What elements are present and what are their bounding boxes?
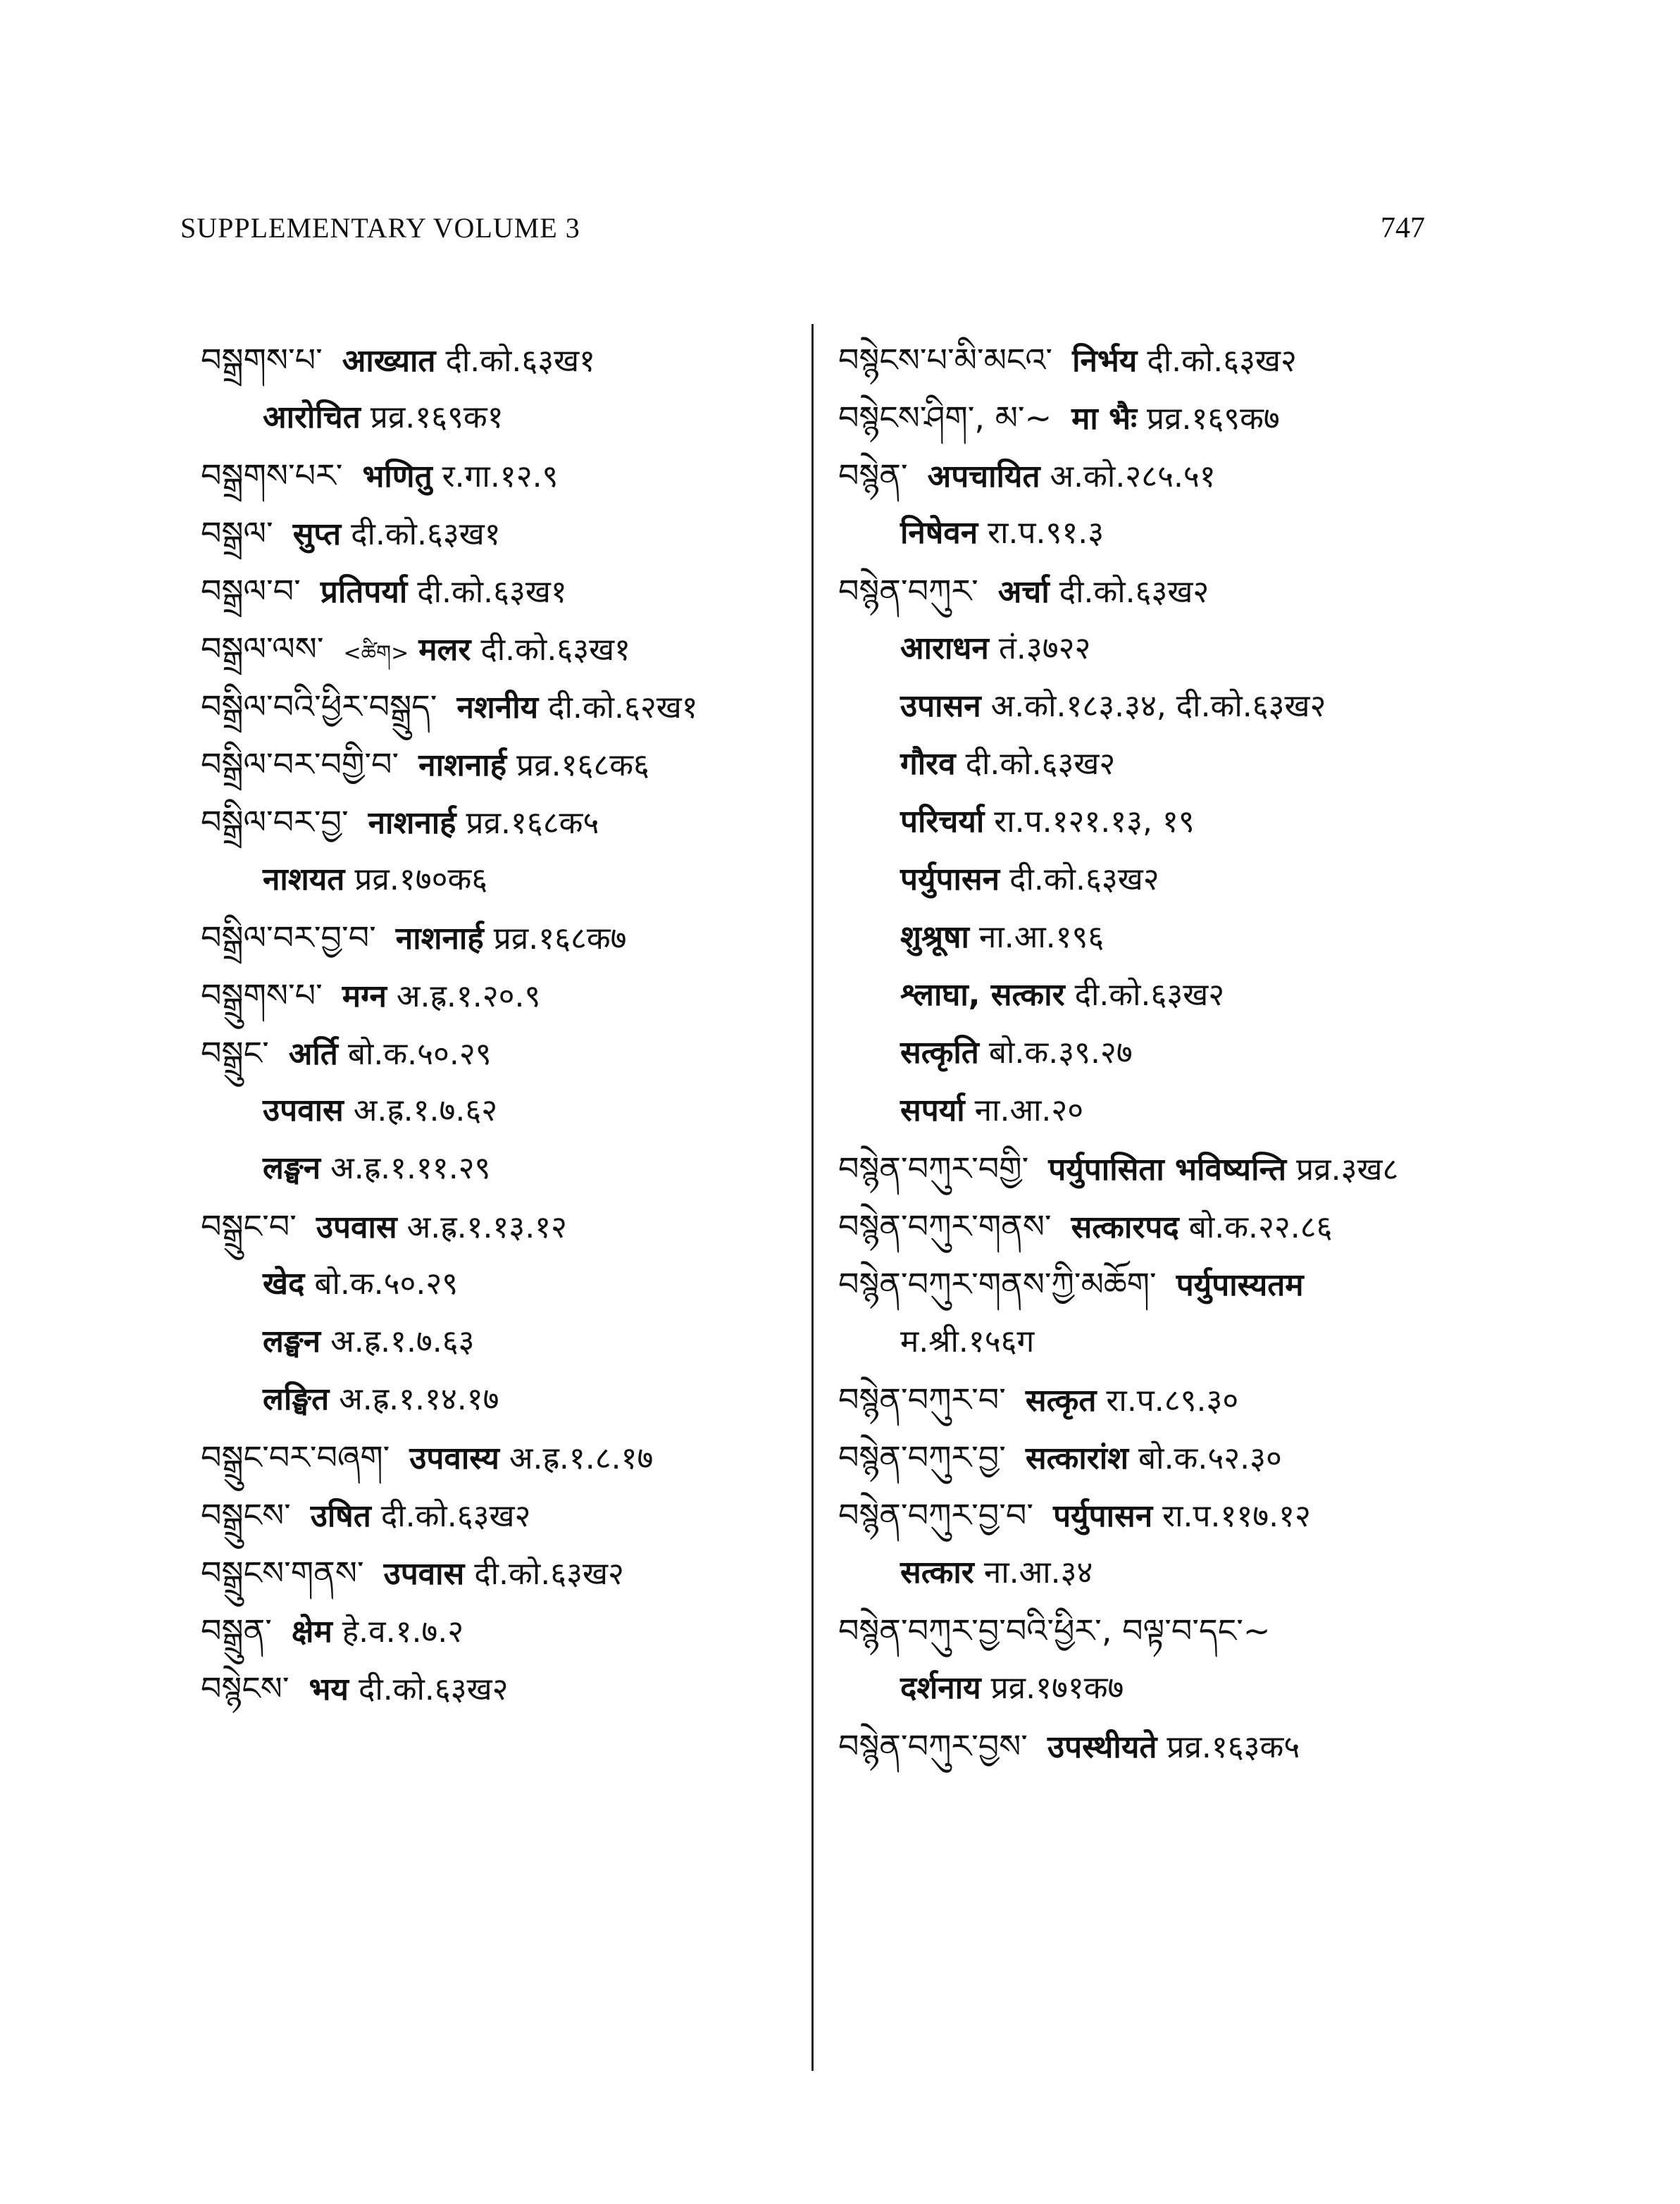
source-reference: रा.प.९१.३ <box>988 515 1105 551</box>
source-reference: तं.३७२२ <box>998 630 1091 666</box>
sanskrit-term: भय <box>309 1671 349 1707</box>
dictionary-entry <box>838 562 1627 620</box>
sub-entry <box>838 1660 1627 1717</box>
tibetan-headword: བསྙེངས་ཤིག་, མ་~ <box>838 399 1052 437</box>
dictionary-entry <box>838 1717 1627 1775</box>
dictionary-entry <box>201 1197 799 1255</box>
sanskrit-term: पर्युपासिता भविष्यन्ति <box>1048 1152 1287 1188</box>
sanskrit-term: उपवास <box>263 1092 344 1128</box>
source-reference: ना.आ.३४ <box>983 1555 1093 1590</box>
sub-entry <box>838 1024 1627 1082</box>
dictionary-entry <box>201 562 799 620</box>
sanskrit-term: नशनीय <box>456 690 539 726</box>
dictionary-entry <box>201 1544 799 1602</box>
source-reference: रा.प.१२१.१३, १९ <box>994 804 1195 840</box>
source-reference: अ.ह्र.१.७.६३ <box>330 1324 475 1359</box>
tibetan-headword: བསྙེན་བཀུར་བྱས་ <box>838 1727 1028 1765</box>
source-reference: रा.प.११७.१२ <box>1162 1498 1311 1534</box>
sub-entry <box>201 1371 799 1428</box>
source-reference: दी.को.६३ख१ <box>480 632 630 668</box>
tibetan-headword: བསྙེངས་ <box>201 1669 290 1707</box>
right-column <box>838 331 1627 1775</box>
sanskrit-term: उपवास्य <box>409 1440 499 1476</box>
dictionary-entry <box>201 620 799 678</box>
tibetan-headword: བསྙེན་ <box>838 456 908 494</box>
tibetan-headword: བསྙེངས་པ་མི་མངའ་ <box>838 341 1053 379</box>
dictionary-entry <box>201 1428 799 1486</box>
tibetan-headword: བསྒྲིལ་བར་བྱ་ <box>201 803 349 841</box>
sanskrit-term: पर्युपास्यतम <box>1176 1267 1304 1303</box>
sanskrit-term: पर्युपासन <box>900 861 1000 897</box>
source-reference: म.श्री.१५६ग <box>900 1324 1035 1359</box>
sub-entry <box>838 504 1627 562</box>
dictionary-entry <box>201 909 799 966</box>
tibetan-headword: བསྙེན་བཀུར་བྱ་ <box>838 1438 1006 1476</box>
column-divider <box>811 324 814 2071</box>
dictionary-entry <box>201 1024 799 1082</box>
sanskrit-term: मा भैः <box>1071 401 1137 437</box>
dictionary-entry <box>838 1602 1627 1660</box>
sanskrit-term: पर्युपासन <box>1053 1498 1153 1534</box>
source-reference: दी.को.६३ख२ <box>380 1498 531 1534</box>
sanskrit-term: लङ्घित <box>263 1381 330 1417</box>
sub-entry <box>838 620 1627 678</box>
dictionary-entry <box>838 389 1627 447</box>
sub-entry <box>838 1082 1627 1140</box>
sanskrit-term: सत्कृति <box>900 1035 979 1071</box>
sanskrit-term: सत्कृत <box>1025 1383 1097 1419</box>
source-reference: अ.को.१८३.३४, दी.को.६३ख२ <box>990 688 1326 724</box>
sanskrit-term: उषित <box>310 1498 371 1534</box>
sanskrit-term: सत्कार <box>900 1555 974 1590</box>
source-reference: हे.व.१.७.२ <box>342 1614 464 1650</box>
dictionary-entry <box>838 1486 1627 1544</box>
sub-entry <box>201 1140 799 1197</box>
tibetan-headword: བསྒྲུངས་གནས་ <box>201 1554 364 1592</box>
tibetan-headword: བསྒྲིལ་བར་བགྱི་བ་ <box>201 745 399 783</box>
source-reference: अ.ह्र.१.७.६२ <box>353 1092 498 1128</box>
tibetan-headword: བསྒྲལ་བ་ <box>201 572 301 610</box>
source-reference: अ.ह्र.१.१३.१२ <box>406 1209 567 1245</box>
dictionary-entry <box>201 793 799 851</box>
sanskrit-term: परिचर्या <box>900 804 985 840</box>
dictionary-entry <box>201 1660 799 1717</box>
sanskrit-term: उपवास <box>383 1556 465 1592</box>
tibetan-headword: བསྒྲིལ་བར་བྱ་བ་ <box>201 919 376 957</box>
sanskrit-term: मग्न <box>342 978 387 1014</box>
dictionary-entry <box>838 1428 1627 1486</box>
dictionary-entry <box>838 1197 1627 1255</box>
sanskrit-term: सत्कारपद <box>1071 1209 1179 1245</box>
tibetan-headword: བསྒྲུགས་པ་ <box>201 976 323 1014</box>
sub-entry <box>201 851 799 909</box>
sanskrit-term: मलर <box>418 632 471 668</box>
dictionary-entry <box>838 331 1627 389</box>
source-reference: अ.ह्र.१.१४.१७ <box>339 1381 499 1417</box>
sanskrit-term: सपर्या <box>900 1092 965 1128</box>
sub-entry <box>838 909 1627 966</box>
sanskrit-term: आख्यात <box>342 343 436 379</box>
source-reference: प्रव्र.१६९क१ <box>370 399 504 435</box>
source-reference: रा.प.८९.३० <box>1106 1383 1239 1419</box>
tibetan-headword: བསྙེན་བཀུར་བ་ <box>838 1381 1006 1419</box>
dictionary-entry <box>201 1486 799 1544</box>
source-reference: अ.ह्र.१.८.१७ <box>509 1440 654 1476</box>
source-reference: दी.को.६३ख१ <box>445 343 596 379</box>
source-reference: दी.को.६३ख२ <box>965 746 1116 782</box>
dictionary-entry <box>838 1255 1627 1313</box>
source-reference: दी.को.६३ख२ <box>1009 861 1159 897</box>
dictionary-entry <box>201 966 799 1024</box>
sanskrit-term: भणितु <box>362 459 433 494</box>
dictionary-entry <box>201 504 799 562</box>
source-reference: ना.आ.२० <box>974 1092 1084 1128</box>
sanskrit-term: नाशनार्ह <box>395 921 484 957</box>
sanskrit-term: आरोचित <box>263 399 361 435</box>
sanskrit-term: उपवास <box>316 1209 397 1245</box>
source-reference: र.गा.१२.९ <box>442 459 559 494</box>
sanskrit-term: नाशयत <box>263 861 345 897</box>
sanskrit-term: दर्शनाय <box>900 1670 981 1706</box>
page-number: 747 <box>1381 212 1425 244</box>
tibetan-headword: བསྒྲུངས་ <box>201 1496 291 1534</box>
dictionary-entry <box>838 1371 1627 1428</box>
tibetan-headword: བསྙེན་བཀུར་གནས་ <box>838 1207 1052 1245</box>
dictionary-entry <box>201 447 799 504</box>
dictionary-entry <box>201 678 799 735</box>
sub-entry <box>838 966 1627 1024</box>
source-reference: बो.क.२२.८६ <box>1188 1209 1333 1245</box>
source-reference: बो.क.३९.२७ <box>988 1035 1133 1071</box>
sanskrit-term: क्षेम <box>291 1614 332 1650</box>
sub-entry <box>838 1313 1627 1371</box>
sub-entry <box>201 389 799 447</box>
sanskrit-term: नाशनार्ह <box>368 805 456 841</box>
sanskrit-term: निर्भय <box>1072 343 1138 379</box>
source-reference: प्रव्र.१६८क५ <box>466 805 599 841</box>
source-reference: बो.क.५०.२९ <box>314 1266 459 1302</box>
sub-entry <box>838 678 1627 735</box>
tibetan-headword: བསྒྲུན་ <box>201 1612 272 1650</box>
tibetan-headword: བསྒྲལ་ <box>201 514 273 552</box>
dictionary-entry <box>838 1140 1627 1197</box>
tibetan-headword: བསྒྲུང་ <box>201 1034 269 1072</box>
dictionary-entry <box>201 1602 799 1660</box>
source-reference: दी.को.६३ख१ <box>351 516 501 552</box>
source-reference: अ.ह्र.१.२०.९ <box>396 978 541 1014</box>
sub-entry <box>838 793 1627 851</box>
source-reference: प्रव्र.१६८क७ <box>493 921 627 957</box>
sanskrit-term: नाशनार्ह <box>418 747 507 783</box>
source-reference: बो.क.५२.३० <box>1138 1440 1282 1476</box>
source-reference: दी.को.६३ख२ <box>1147 343 1297 379</box>
tibetan-headword: བསྙེན་བཀུར་བྱ་བའི་ཕྱིར་, བལྟ་བ་དང་~ <box>838 1612 1271 1650</box>
tibetan-headword: བསྒྲུང་བར་བཞག་ <box>201 1438 390 1476</box>
source-reference: अ.ह्र.१.११.२९ <box>330 1150 491 1186</box>
sub-entry <box>838 851 1627 909</box>
source-reference: ना.आ.१९६ <box>978 919 1105 955</box>
sanskrit-term: प्रतिपर्या <box>320 574 408 610</box>
sanskrit-term: गौरव <box>900 746 956 782</box>
tibetan-headword: བསྙེན་བཀུར་གནས་ཀྱི་མཆོག་ <box>838 1265 1157 1303</box>
sanskrit-term: लङ्घन <box>263 1324 321 1359</box>
left-column <box>201 331 799 1717</box>
sanskrit-term: उपासन <box>900 688 981 724</box>
source-reference: दी.को.६३ख२ <box>1059 574 1209 610</box>
tibetan-headword: བསྒྲིལ་བའི་ཕྱིར་བསྒྲུད་ <box>201 687 437 726</box>
sanskrit-term: सत्कारांश <box>1025 1440 1129 1476</box>
source-reference: दी.को.६३ख२ <box>358 1671 509 1707</box>
source-reference: दी.को.६२ख१ <box>548 690 698 726</box>
source-reference: अ.को.२८५.५१ <box>1050 459 1216 494</box>
sanskrit-term: सुप्त <box>292 516 342 552</box>
sanskrit-term: निषेवन <box>900 515 978 551</box>
tibetan-headword: བསྒྲུང་བ་ <box>201 1207 297 1245</box>
source-reference: दी.को.६३ख१ <box>417 574 567 610</box>
source-reference: दी.को.६३ख२ <box>1074 977 1225 1013</box>
grammar-marker: <ཚིག> <box>343 641 409 666</box>
sub-entry <box>201 1313 799 1371</box>
source-reference: प्रव्र.३ख८ <box>1296 1152 1399 1188</box>
sanskrit-term: अर्चा <box>997 574 1050 610</box>
source-reference: प्रव्र.१६८क६ <box>516 747 649 783</box>
tibetan-headword: བསྒྲགས་པ་ <box>201 341 323 379</box>
source-reference: प्रव्र.१६३क५ <box>1166 1729 1300 1765</box>
dictionary-entry <box>201 331 799 389</box>
sanskrit-term: अर्ति <box>288 1036 338 1072</box>
tibetan-headword: བསྙེན་བཀུར་བགྱི་ <box>838 1150 1029 1188</box>
source-reference: प्रव्र.१७१क७ <box>990 1670 1124 1706</box>
sub-entry <box>838 1544 1627 1602</box>
sanskrit-term: खेद <box>263 1266 305 1302</box>
sub-entry <box>838 735 1627 793</box>
tibetan-headword: བསྒྲལ་ལས་ <box>201 630 324 668</box>
dictionary-entry <box>838 447 1627 504</box>
source-reference: बो.क.५०.२९ <box>347 1036 492 1072</box>
sanskrit-term: श्लाघा, सत्कार <box>900 977 1065 1013</box>
sanskrit-term: आराधन <box>900 630 989 666</box>
sanskrit-term: लङ्घन <box>263 1150 321 1186</box>
running-head: SUPPLEMENTARY VOLUME 3 <box>180 212 580 244</box>
tibetan-headword: བསྒྲགས་པར་ <box>201 456 343 494</box>
tibetan-headword: བསྙེན་བཀུར་བྱ་བ་ <box>838 1496 1034 1534</box>
source-reference: प्रव्र.१७०क६ <box>354 861 488 897</box>
sanskrit-term: शुश्रूषा <box>900 919 969 955</box>
sub-entry <box>201 1255 799 1313</box>
sanskrit-term: उपस्थीयते <box>1047 1729 1157 1765</box>
sub-entry <box>201 1082 799 1140</box>
sanskrit-term: अपचायित <box>927 459 1040 494</box>
source-reference: दी.को.६३ख२ <box>474 1556 624 1592</box>
dictionary-entry <box>201 735 799 793</box>
tibetan-headword: བསྙེན་བཀུར་ <box>838 572 978 610</box>
source-reference: प्रव्र.१६९क७ <box>1146 401 1280 437</box>
